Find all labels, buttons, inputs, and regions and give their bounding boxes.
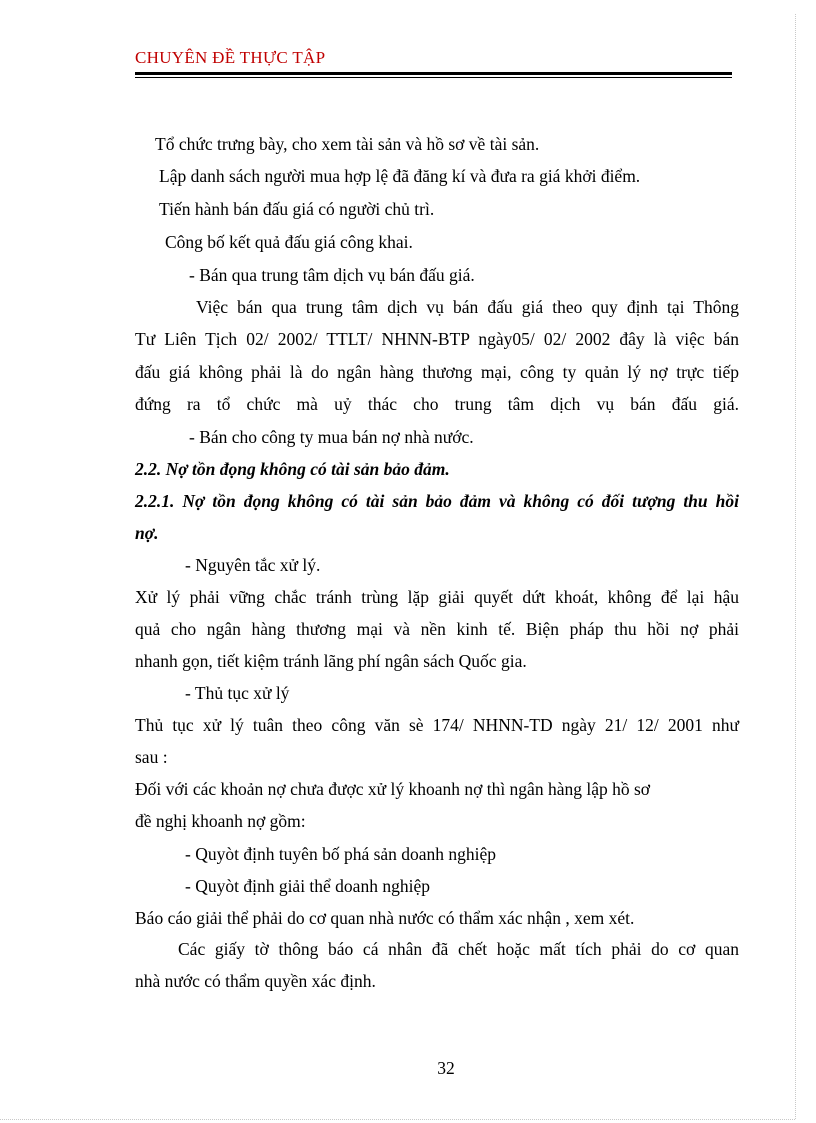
paragraph-line: đấu giá không phải là do ngân hàng thương mại, công ty quản lý nợ trực tiếp: [135, 362, 739, 382]
body-line: Công bố kết quả đấu giá công khai.: [165, 232, 413, 252]
subsection-heading-cont: nợ.: [135, 523, 159, 543]
paragraph-line: Thủ tục xử lý tuân theo công văn sè 174/ NHNN-TD ngày 21/ 12/ 2001 như: [135, 715, 739, 735]
bullet-line: - Quyòt định tuyên bố phá sản doanh nghiệp: [185, 844, 497, 864]
paragraph-line: sau :: [135, 747, 168, 767]
paragraph-line: quả cho ngân hàng thương mại và nền kinh tế. Biện pháp thu hồi nợ phải: [135, 619, 739, 639]
header-rule: [135, 72, 732, 75]
body-line: Tiến hành bán đấu giá có người chủ trì.: [159, 199, 435, 219]
page-border-bottom: [0, 1119, 795, 1120]
bullet-line: - Quyòt định giải thể doanh nghiệp: [185, 876, 430, 896]
paragraph-line: đề nghị khoanh nợ gồm:: [135, 811, 306, 831]
paragraph-line: Đối với các khoản nợ chưa được xử lý khoanh nợ thì ngân hàng lập hồ sơ: [135, 779, 651, 799]
bullet-line: - Thủ tục xử lý: [185, 683, 290, 703]
bullet-line: - Bán qua trung tâm dịch vụ bán đấu giá.: [189, 265, 475, 285]
header-title: CHUYÊN ĐỀ THỰC TẬP: [135, 48, 326, 67]
paragraph-line: Các giấy tờ thông báo cá nhân đã chết hoặc mất tích phải do cơ quan: [178, 939, 739, 959]
page-border-right: [795, 14, 796, 1119]
paragraph-line: nhà nước có thẩm quyền xác định.: [135, 971, 376, 991]
paragraph-line: Việc bán qua trung tâm dịch vụ bán đấu giá theo quy định tại Thông: [196, 297, 739, 317]
subsection-heading: 2.2.1. Nợ tồn đọng không có tài sản bảo đảm và không có đối tượng thu hồi: [135, 491, 739, 511]
body-line: Lập danh sách người mua hợp lệ đã đăng kí và đưa ra giá khởi điểm.: [159, 166, 641, 186]
paragraph-line: đứng ra tổ chức mà uỷ thác cho trung tâm dịch vụ bán đấu giá.: [135, 394, 739, 414]
section-heading: 2.2. Nợ tồn đọng không có tài sản bảo đảm.: [135, 459, 450, 479]
bullet-line: - Nguyên tắc xử lý.: [185, 555, 321, 575]
paragraph-line: nhanh gọn, tiết kiệm tránh lãng phí ngân sách Quốc gia.: [135, 651, 527, 671]
page-number: 32: [437, 1058, 455, 1078]
paragraph-line: Báo cáo giải thể phải do cơ quan nhà nước có thẩm xác nhận , xem xét.: [135, 908, 635, 928]
body-line: Tổ chức trưng bày, cho xem tài sản và hồ sơ về tài sản.: [155, 134, 540, 154]
paragraph-line: Xử lý phải vững chắc tránh trùng lặp giải quyết dứt khoát, không để lại hậu: [135, 587, 739, 607]
paragraph-line: Tư Liên Tịch 02/ 2002/ TTLT/ NHNN-BTP ngày05/ 02/ 2002 đây là việc bán: [135, 329, 739, 349]
header-rule-thin: [135, 77, 732, 78]
bullet-line: - Bán cho công ty mua bán nợ nhà nước.: [189, 427, 474, 447]
